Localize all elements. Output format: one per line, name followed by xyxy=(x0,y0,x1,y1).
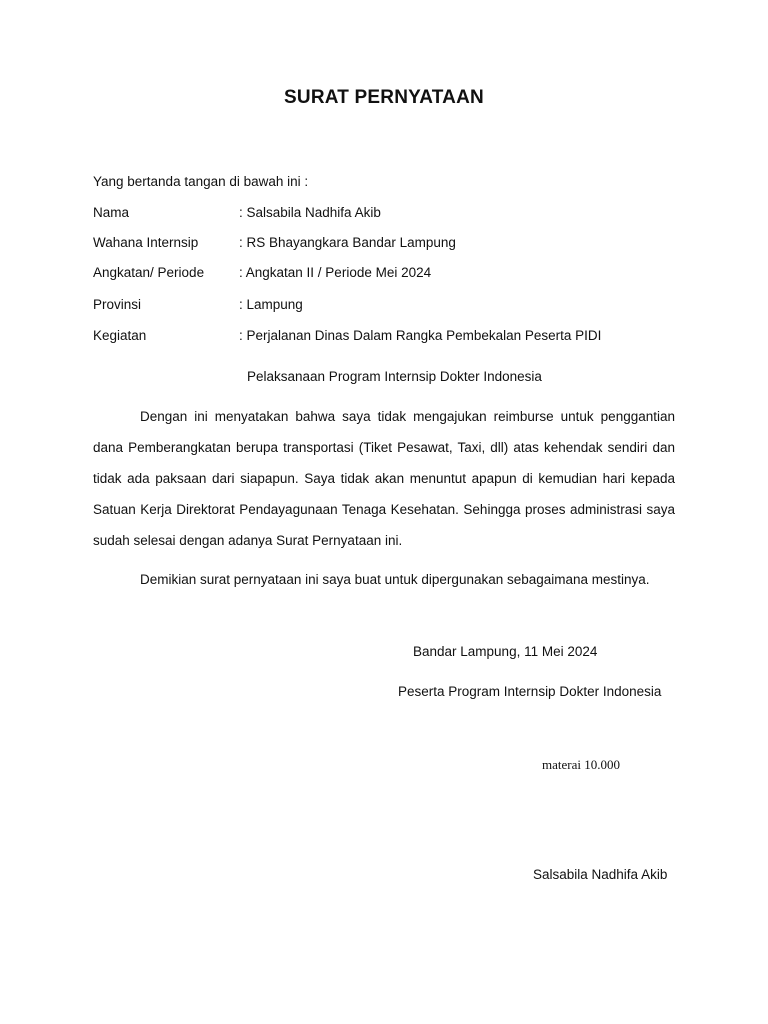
field-value: : Salsabila Nadhifa Akib xyxy=(239,205,381,220)
field-label: Wahana Internsip xyxy=(93,235,199,250)
closing-text: Demikian surat pernyataan ini saya buat untuk dipergunakan sebagaimana mestinya. xyxy=(140,572,650,587)
field-label: Nama xyxy=(93,205,130,220)
field-value: : Lampung xyxy=(239,297,303,312)
body-paragraph xyxy=(93,401,675,556)
signature-place-date: Bandar Lampung, 11 Mei 2024 xyxy=(413,644,598,659)
materai-stamp-text: materai 10.000 xyxy=(542,757,620,772)
field-label: Kegiatan xyxy=(93,328,147,343)
document-title: SURAT PERNYATAAN xyxy=(284,87,484,108)
body-paragraph-text: Dengan ini menyatakan bahwa saya tidak mengajukan reimburse untuk penggantian dana Pemberangkatan berupa transportasi (Tiket Pesawat, Taxi, dll) atas kehendak sendiri dan tidak ada paksaan dari siapapun. Saya tidak akan menuntut apapun di kemudian hari kepada Satuan Kerja Direktorat Pendayagunaan Tenaga Kesehatan. Sehingga proses administrasi saya sudah selesai dengan adanya Surat Pernyataan ini. xyxy=(93,409,675,548)
signature-role: Peserta Program Internsip Dokter Indonesia xyxy=(398,684,662,699)
field-label: Angkatan/ Periode xyxy=(93,265,205,280)
field-value: : Angkatan II / Periode Mei 2024 xyxy=(239,265,432,280)
signer-name: Salsabila Nadhifa Akib xyxy=(533,867,668,882)
intro-text: Yang bertanda tangan di bawah ini : xyxy=(93,174,309,189)
kegiatan-continuation: Pelaksanaan Program Internsip Dokter Indonesia xyxy=(247,369,542,384)
field-value: : Perjalanan Dinas Dalam Rangka Pembekalan Peserta PIDI xyxy=(239,328,602,343)
field-value: : RS Bhayangkara Bandar Lampung xyxy=(239,235,456,250)
field-label: Provinsi xyxy=(93,297,142,312)
